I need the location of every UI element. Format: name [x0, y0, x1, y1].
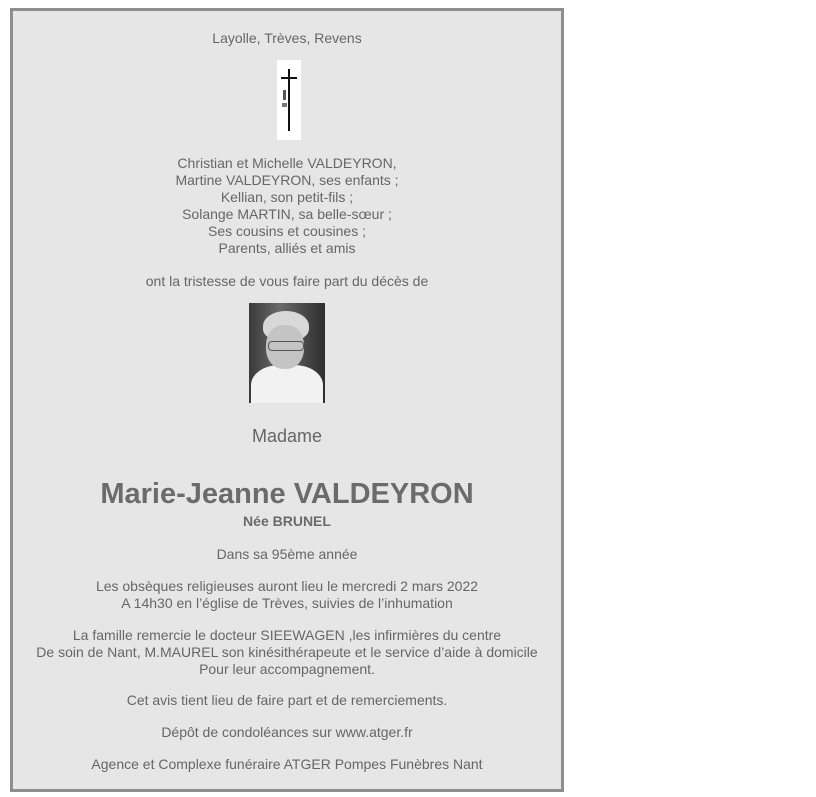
location-text: Layolle, Trèves, Revens — [212, 30, 362, 46]
honorific-title: Madame — [251, 426, 323, 446]
family-line: Kellian, son petit-fils ; — [220, 189, 354, 205]
maiden-name: Née BRUNEL — [243, 513, 331, 529]
family-line: Solange MARTIN, sa belle-sœur ; — [182, 206, 392, 222]
death-notice-card — [10, 8, 564, 792]
thanks-line: De soin de Nant, M.MAUREL son kinésithérapeute et le service d’aide à domicile — [36, 644, 538, 660]
age-text: Dans sa 95ème année — [216, 546, 358, 562]
funeral-line: A 14h30 en l’église de Trèves, suivies de l’inhumation — [121, 595, 453, 611]
thanks-text — [13, 627, 561, 678]
agency-text: Agence et Complexe funéraire ATGER Pompes Funèbres Nant — [91, 756, 483, 772]
family-line: Martine VALDEYRON, ses enfants ; — [175, 172, 399, 188]
deceased-name: Marie-Jeanne VALDEYRON — [100, 478, 474, 510]
portrait-photo — [249, 303, 325, 403]
family-line: Christian et Michelle VALDEYRON, — [177, 155, 397, 171]
family-line: Ses cousins et cousines ; — [208, 223, 366, 239]
family-line: Parents, alliés et amis — [218, 240, 356, 256]
cross-icon — [277, 60, 301, 140]
intro-text: ont la tristesse de vous faire part du décès de — [145, 273, 429, 289]
family-list — [13, 155, 561, 257]
thanks-line: Pour leur accompagnement. — [199, 661, 375, 677]
funeral-line: Les obsèques religieuses auront lieu le mercredi 2 mars 2022 — [95, 578, 479, 594]
condolences-text: Dépôt de condoléances sur www.atger.fr — [161, 724, 413, 740]
funeral-details — [13, 578, 561, 612]
notice-text: Cet avis tient lieu de faire part et de remerciements. — [126, 692, 448, 708]
thanks-line: La famille remercie le docteur SIEEWAGEN ,les infirmières du centre — [72, 627, 502, 643]
